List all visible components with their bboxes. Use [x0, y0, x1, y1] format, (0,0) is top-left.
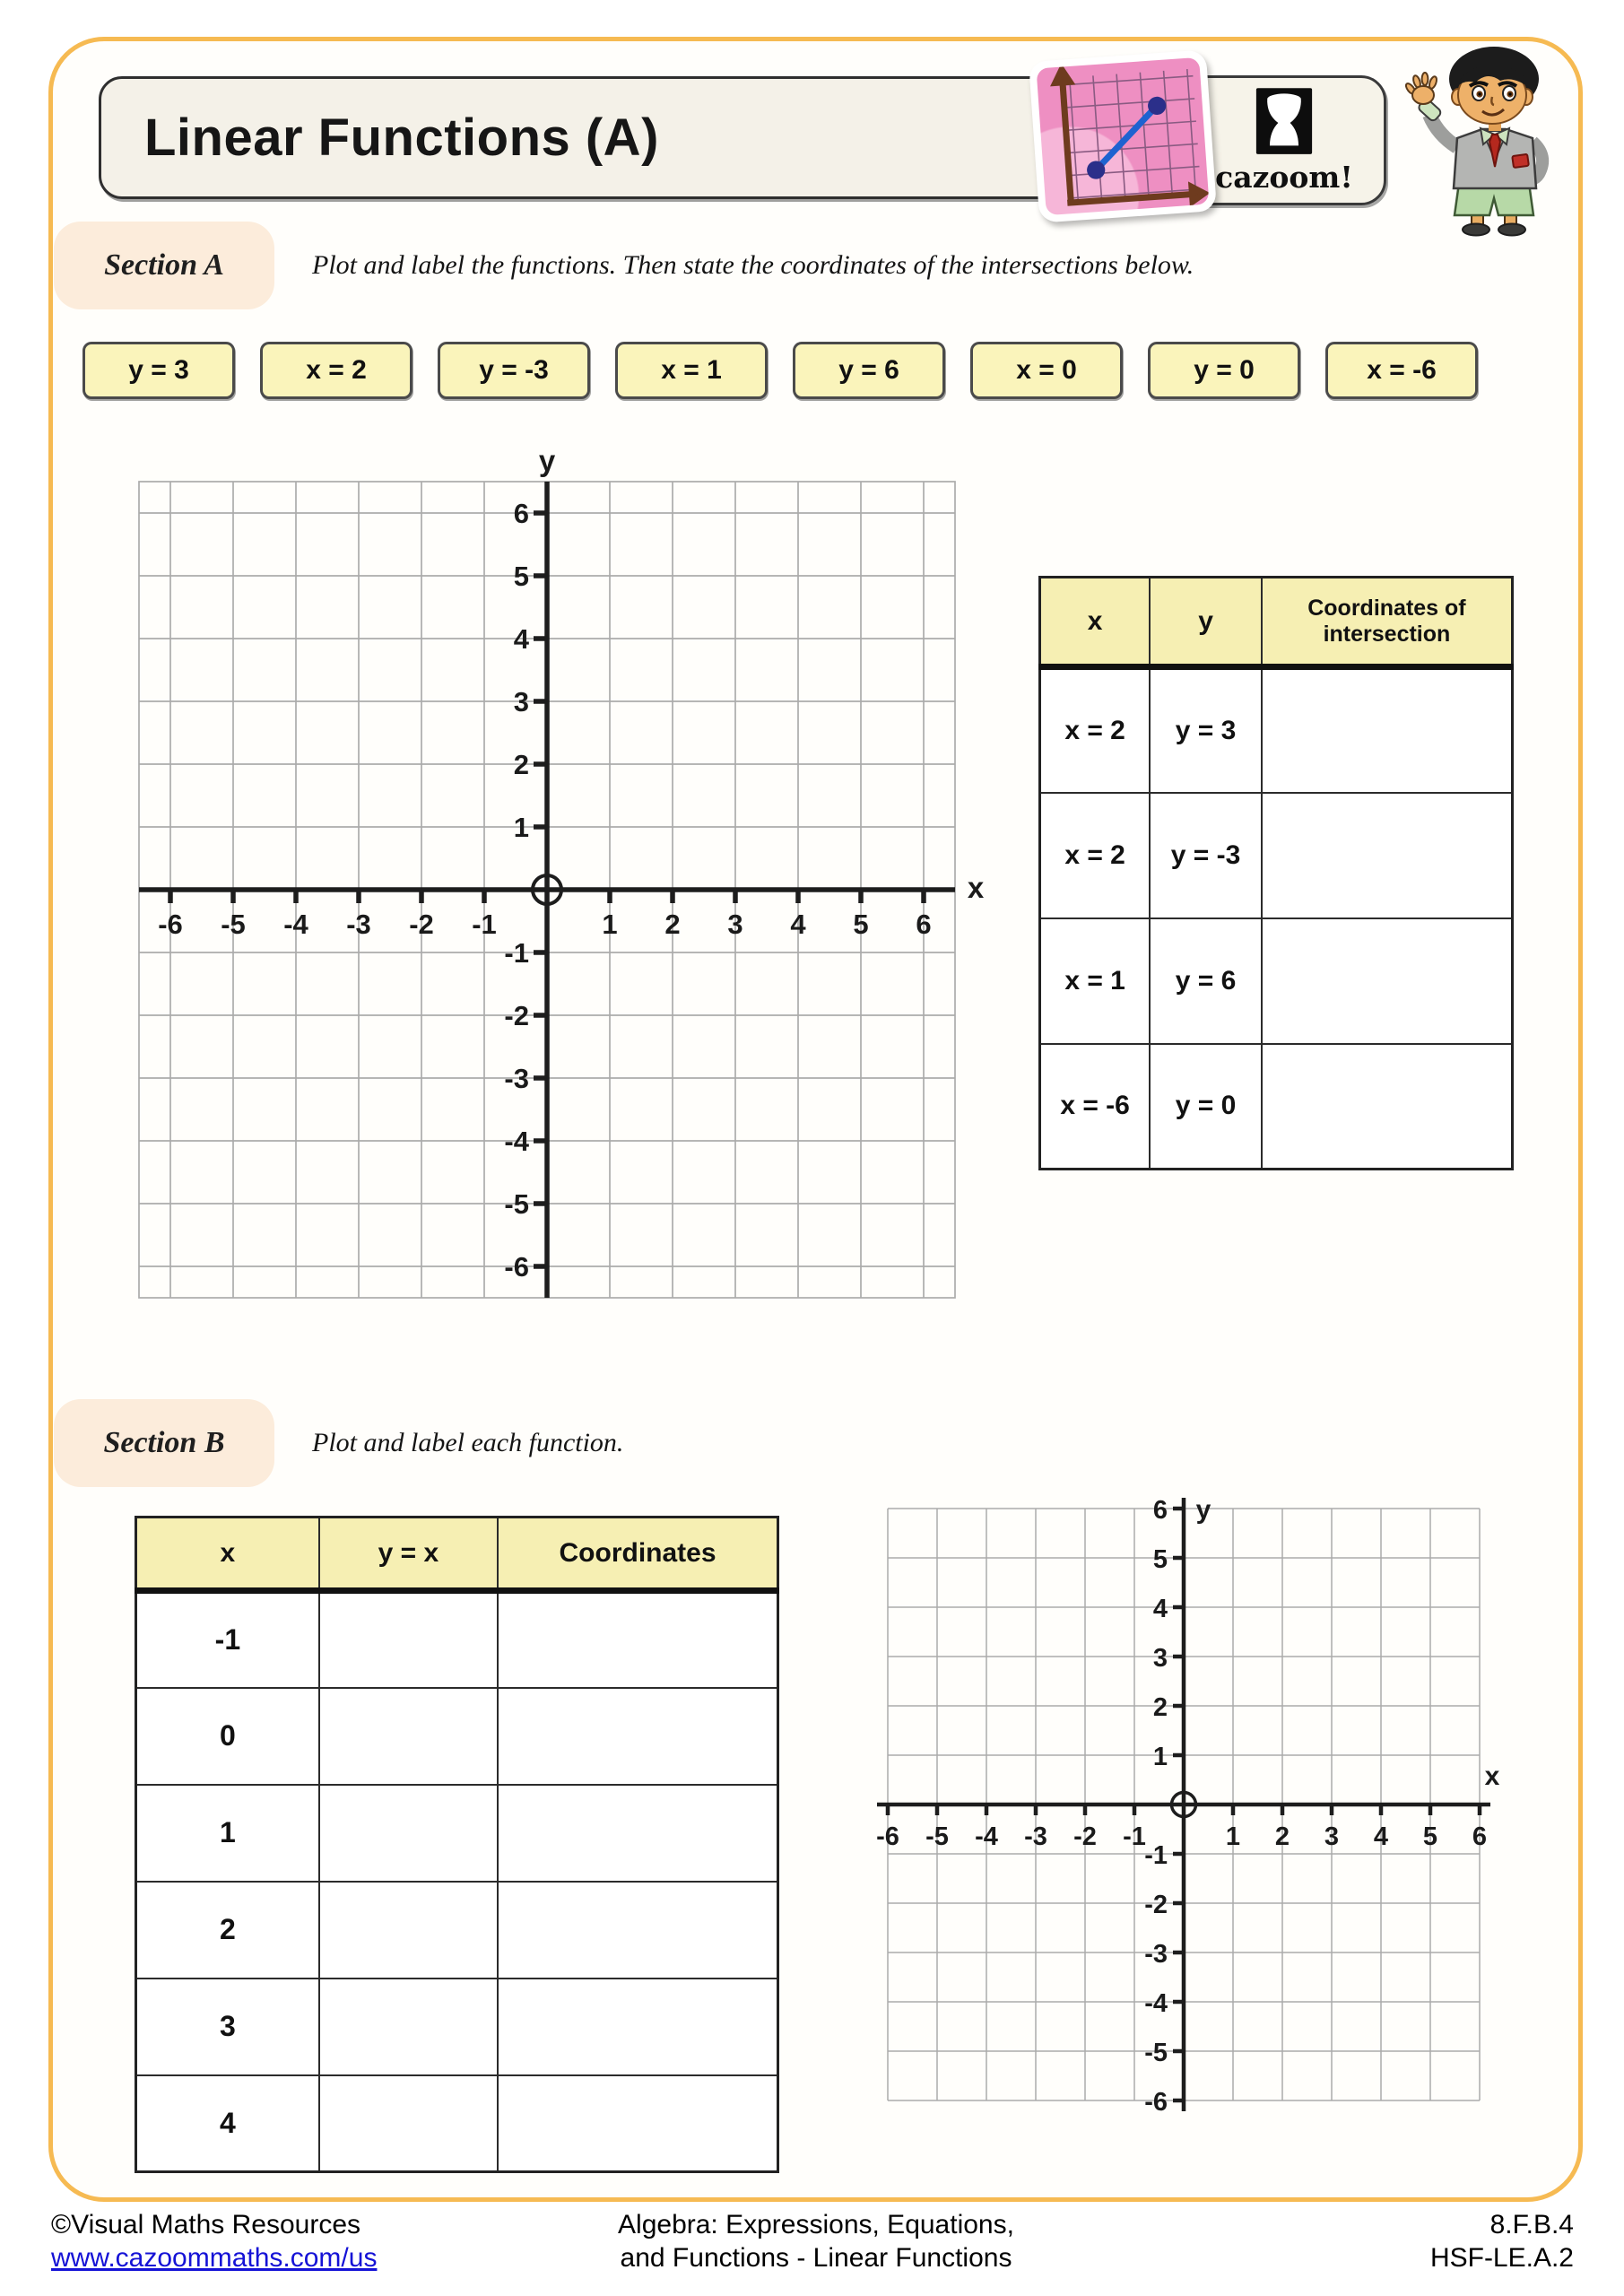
y-tick-label: -6: [504, 1251, 529, 1283]
value-cell: 1: [136, 1785, 319, 1882]
y-tick-label: -2: [1144, 1891, 1168, 1919]
section-b-coordinate-grid[interactable]: [852, 1475, 1533, 2139]
value-cell: y = -3: [1150, 793, 1262, 918]
function-card-row: [83, 342, 1478, 399]
boy-mascot: [1402, 41, 1581, 237]
column-header: Coordinates: [498, 1518, 777, 1591]
x-tick-label: -3: [346, 909, 371, 940]
y-axis-label: y: [538, 444, 556, 477]
value-cell: y = 6: [1150, 918, 1262, 1044]
value-cell: x = -6: [1040, 1044, 1151, 1170]
value-cell: -1: [136, 1591, 319, 1688]
function-card[interactable]: x = 1: [615, 342, 768, 399]
table-row: [1040, 793, 1513, 918]
value-cell: 2: [136, 1882, 319, 1979]
answer-cell[interactable]: [1262, 918, 1513, 1044]
answer-cell[interactable]: [498, 1785, 777, 1882]
y-tick-label: -6: [1144, 2088, 1168, 2117]
table-row: [136, 1591, 778, 1688]
answer-cell[interactable]: [1262, 1044, 1513, 1170]
value-cell: y = 3: [1150, 667, 1262, 793]
x-tick-label: -4: [975, 1822, 998, 1851]
y-tick-label: -4: [504, 1126, 529, 1157]
x-tick-label: -2: [1073, 1822, 1097, 1851]
topic-line-2: and Functions - Linear Functions: [620, 2243, 1012, 2273]
x-tick-label: -6: [158, 909, 183, 940]
table-row: [136, 1688, 778, 1785]
x-tick-label: -4: [283, 909, 308, 940]
section-b-label: Section B: [54, 1399, 274, 1487]
standard-code-2: HSF-LE.A.2: [1429, 2243, 1574, 2273]
footer-topic: [413, 2208, 1220, 2274]
answer-cell[interactable]: [1262, 793, 1513, 918]
x-tick-label: 4: [1373, 1822, 1389, 1851]
y-tick-label: 4: [513, 623, 529, 655]
y-tick-label: -1: [1144, 1841, 1168, 1870]
value-cell: x = 1: [1040, 918, 1151, 1044]
answer-cell[interactable]: [498, 1979, 777, 2075]
y-tick-label: 3: [513, 686, 529, 718]
graph-sticker-face: [1037, 57, 1210, 215]
table-row: [136, 1979, 778, 2075]
title-box: [99, 76, 1178, 199]
graph-sticker: [1029, 49, 1217, 222]
y-tick-label: -4: [1144, 1989, 1168, 2018]
y-tick-label: 6: [513, 498, 529, 529]
y-tick-label: 1: [1152, 1743, 1168, 1771]
website-link[interactable]: www.cazoommaths.com/us: [51, 2243, 378, 2273]
value-cell: x = 2: [1040, 793, 1151, 918]
y-tick-label: -5: [504, 1188, 529, 1220]
x-tick-label: 1: [602, 909, 618, 940]
x-tick-label: -2: [409, 909, 434, 940]
column-header: Coordinates of intersection: [1262, 578, 1513, 667]
brand-wordmark: cazoom!: [1215, 160, 1353, 195]
table-row: [1040, 1044, 1513, 1170]
answer-cell[interactable]: [498, 2075, 777, 2172]
x-tick-label: 6: [1472, 1822, 1488, 1851]
x-tick-label: -3: [1024, 1822, 1047, 1851]
value-cell: y = 0: [1150, 1044, 1262, 1170]
footer-standards: [1318, 2208, 1574, 2274]
table-row: [1040, 667, 1513, 793]
table-row: [136, 2075, 778, 2172]
answer-cell[interactable]: [498, 1688, 777, 1785]
answer-cell[interactable]: [319, 2075, 498, 2172]
x-axis-label: x: [1484, 1761, 1500, 1791]
answer-cell[interactable]: [319, 1882, 498, 1979]
y-tick-label: -2: [504, 1000, 529, 1031]
line-graph-icon: [1037, 57, 1210, 215]
table-row: [136, 1882, 778, 1979]
x-tick-label: 4: [790, 909, 806, 940]
x-tick-label: -5: [221, 909, 246, 940]
x-tick-label: 2: [1274, 1822, 1290, 1851]
x-axis-label: x: [967, 871, 985, 904]
section-a-instruction: Plot and label the functions. Then state the coordinates of the intersections below.: [312, 250, 1194, 280]
section-b-instruction: Plot and label each function.: [312, 1428, 624, 1457]
x-tick-label: -5: [925, 1822, 949, 1851]
x-tick-label: 6: [916, 909, 932, 940]
y-tick-label: -3: [1144, 1940, 1168, 1969]
function-card[interactable]: y = 0: [1148, 342, 1300, 399]
answer-cell[interactable]: [1262, 667, 1513, 793]
x-tick-label: 1: [1225, 1822, 1241, 1851]
x-tick-label: -1: [472, 909, 497, 940]
y-axis-label: y: [1195, 1495, 1211, 1525]
answer-cell[interactable]: [498, 1591, 777, 1688]
function-card[interactable]: x = -6: [1325, 342, 1478, 399]
y-tick-label: 6: [1152, 1496, 1168, 1525]
y-tick-label: -5: [1144, 2039, 1168, 2067]
value-cell: 4: [136, 2075, 319, 2172]
function-card[interactable]: x = 2: [260, 342, 413, 399]
column-header: y = x: [319, 1518, 498, 1591]
answer-cell[interactable]: [319, 1785, 498, 1882]
page-title: Linear Functions (A): [144, 109, 659, 167]
answer-cell[interactable]: [319, 1591, 498, 1688]
x-tick-label: 5: [853, 909, 869, 940]
function-card[interactable]: y = 6: [793, 342, 945, 399]
y-tick-label: -3: [504, 1063, 529, 1094]
y-tick-label: 2: [1152, 1693, 1168, 1722]
function-card[interactable]: x = 0: [970, 342, 1123, 399]
y-tick-label: 2: [513, 749, 529, 780]
y-tick-label: -1: [504, 937, 529, 969]
function-card[interactable]: y = 3: [83, 342, 235, 399]
footer-left: [51, 2208, 377, 2274]
value-cell: x = 2: [1040, 667, 1151, 793]
section-a-coordinate-grid[interactable]: [117, 439, 1004, 1323]
y-tick-label: 1: [513, 812, 529, 843]
table-row: [136, 1785, 778, 1882]
topic-line-1: Algebra: Expressions, Equations,: [618, 2210, 1014, 2239]
y-tick-label: 5: [513, 561, 529, 592]
x-tick-label: 2: [664, 909, 681, 940]
function-card[interactable]: y = -3: [438, 342, 590, 399]
section-a-label: Section A: [54, 222, 274, 309]
x-tick-label: -6: [876, 1822, 899, 1851]
x-tick-label: -1: [1123, 1822, 1146, 1851]
answer-cell[interactable]: [498, 1882, 777, 1979]
table-row: [1040, 918, 1513, 1044]
answer-cell[interactable]: [319, 1688, 498, 1785]
y-tick-label: 4: [1152, 1595, 1168, 1623]
x-tick-label: 3: [727, 909, 743, 940]
copyright-text: ©Visual Maths Resources: [51, 2210, 361, 2239]
x-tick-label: 3: [1324, 1822, 1340, 1851]
value-cell: 0: [136, 1688, 319, 1785]
column-header: y: [1150, 578, 1262, 667]
function-value-table: [135, 1516, 779, 2173]
column-header: x: [136, 1518, 319, 1591]
cazoom-drum-icon: [1255, 86, 1314, 158]
y-tick-label: 5: [1152, 1545, 1168, 1574]
value-cell: 3: [136, 1979, 319, 2075]
column-header: x: [1040, 578, 1151, 667]
answer-cell[interactable]: [319, 1979, 498, 2075]
y-tick-label: 3: [1152, 1644, 1168, 1673]
x-tick-label: 5: [1422, 1822, 1438, 1851]
intersection-table: [1038, 576, 1514, 1170]
standard-code-1: 8.F.B.4: [1489, 2210, 1574, 2239]
